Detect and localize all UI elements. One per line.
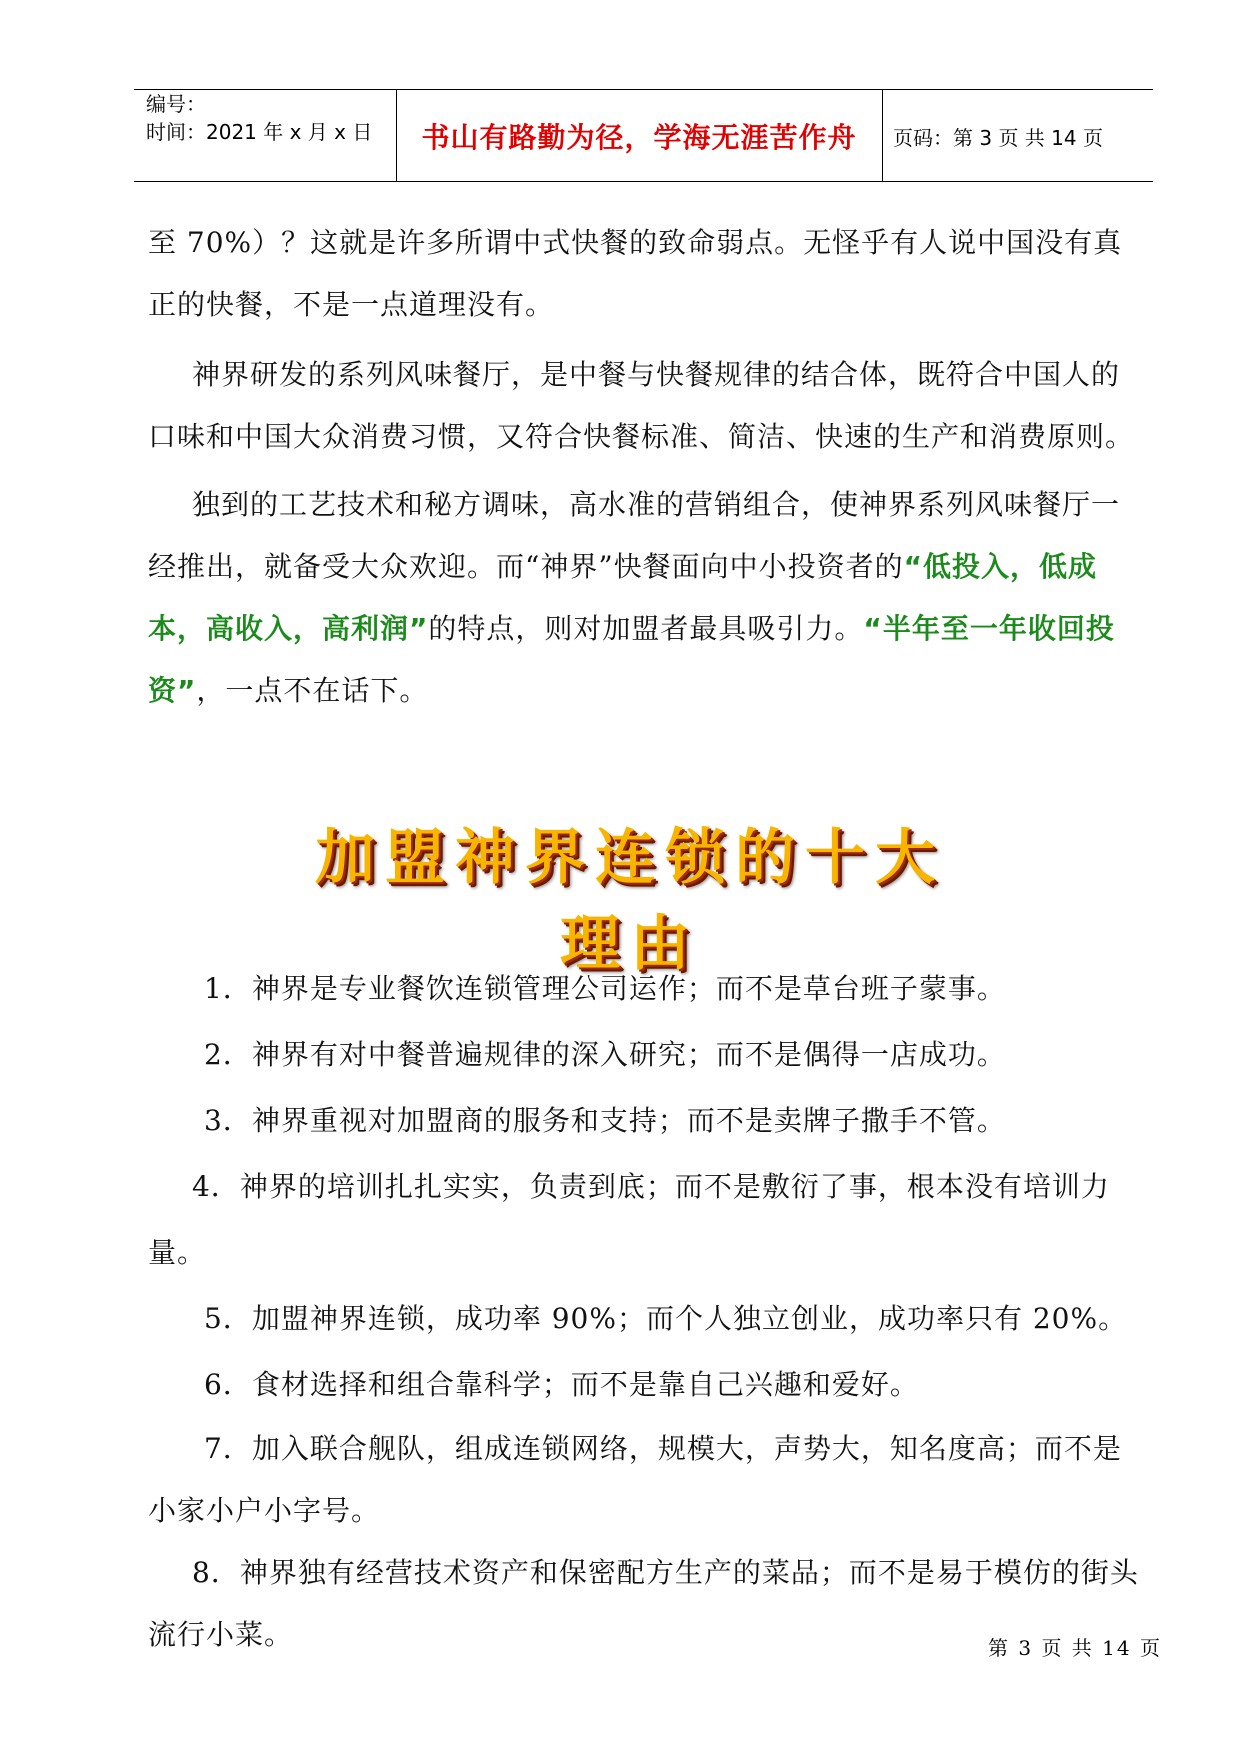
reason-item-1: 1．神界是专业餐饮连锁管理公司运作；而不是草台班子蒙事。 <box>204 972 1006 1005</box>
header-divider-right <box>882 90 883 182</box>
reason-item-4: 4．神界的培训扎扎实实，负责到底；而不是敷衍了事，根本没有培训力量。 <box>148 1170 1110 1269</box>
reason-item-5: 5．加盟神界连锁，成功率 90%；而个人独立创业，成功率只有 20%。 <box>204 1302 1128 1335</box>
reasons-list <box>148 956 1148 1666</box>
header-meta <box>146 90 396 146</box>
reason-item-7: 7．加入联合舰队，组成连锁网络，规模大，声势大，知名度高；而不是小家小户小字号。 <box>148 1432 1122 1527</box>
highlight-low-investment: “低投入，低成本，高收入，高利润” <box>148 550 1098 645</box>
header-motto: 书山有路勤为径，学海无涯苦作舟 <box>421 121 857 154</box>
header-page-code: 页码：第 3 页 共 14 页 <box>893 126 1103 150</box>
header-time-label: 时间：2021 年 x 月 x 日 <box>146 120 373 144</box>
paragraph-3 <box>148 474 1148 722</box>
paragraph-3-text-b: 的特点，则对加盟者最具吸引力。 <box>428 612 864 645</box>
reason-item-6: 6．食材选择和组合靠科学；而不是靠自己兴趣和爱好。 <box>204 1368 919 1401</box>
reason-item-8: 8．神界独有经营技术资产和保密配方生产的菜品；而不是易于模仿的街头流行小菜。 <box>148 1556 1139 1651</box>
page-footer: 第 3 页 共 14 页 <box>988 1636 1162 1660</box>
header-number-label: 编号： <box>146 92 206 116</box>
header-bottom-rule <box>134 181 1153 182</box>
paragraph-3-text-c: ，一点不在话下。 <box>196 674 429 707</box>
highlight-payback: “半年至一年收回投资” <box>148 612 1115 707</box>
paragraph-1: 至 70%）？这就是许多所谓中式快餐的致命弱点。无怪乎有人说中国没有真正的快餐，不是一点道理没有。 <box>148 226 1123 321</box>
paragraph-3-text-a: 独到的工艺技术和秘方调味，高水准的营销组合，使神界系列风味餐厅一经推出，就备受大众欢迎。而“神界”快餐面向中小投资者的 <box>148 488 1121 583</box>
paragraph-2: 神界研发的系列风味餐厅，是中餐与快餐规律的结合体，既符合中国人的口味和中国大众消费习惯，又符合快餐标准、简洁、快速的生产和消费原则。 <box>148 358 1135 453</box>
ten-reasons-banner: 加盟神界连锁的十大理由 <box>315 823 945 979</box>
reason-item-2: 2．神界有对中餐普遍规律的深入研究；而不是偶得一店成功。 <box>204 1038 1006 1071</box>
reason-item-3: 3．神界重视对加盟商的服务和支持；而不是卖牌子撒手不管。 <box>204 1104 1006 1137</box>
